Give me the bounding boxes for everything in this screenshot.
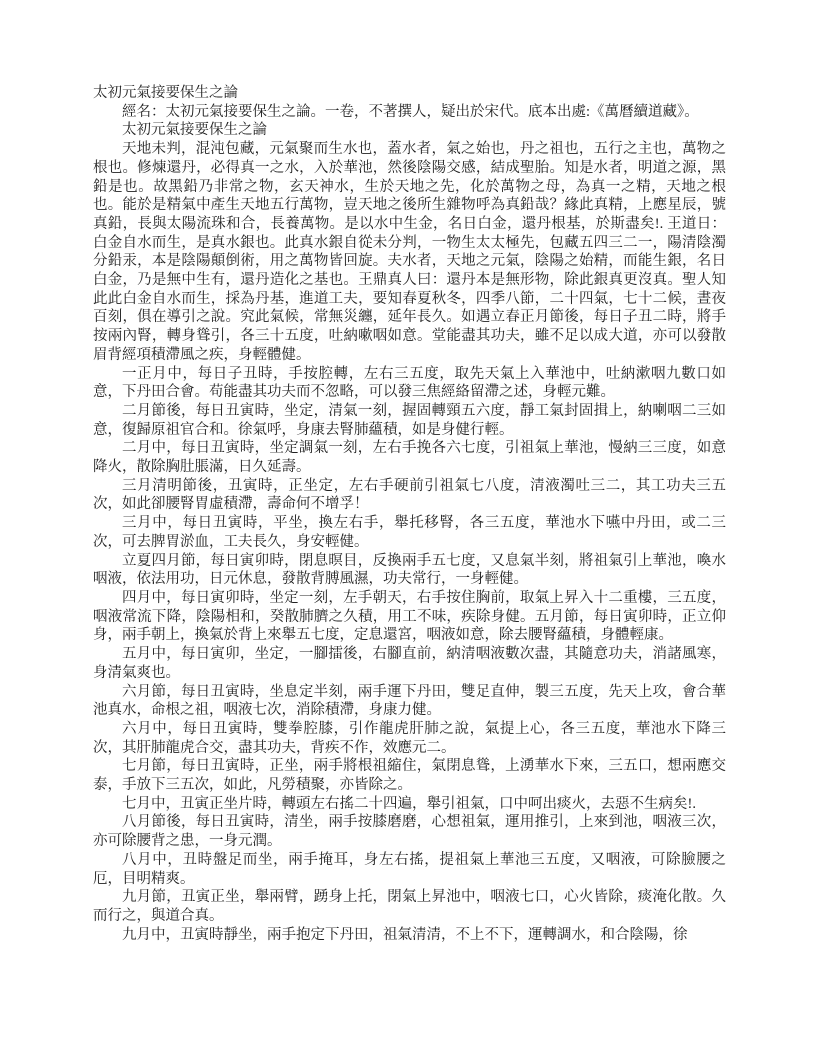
paragraph-month6-node: 六月節，每日丑寅時，坐息定半刻，兩手運下丹田，雙足直伸，製三五度，先天上攻，會合華池真水，命根之祖，咽液七次，消除積滯，身康力健。 (93, 683, 726, 719)
paragraph-month5-mid: 五月中，每日寅卯，坐定，一腳擂後，右腳直前，納清咽液數次盡，其隨意功夫，消諸風寒，身清氣爽也。 (93, 646, 726, 681)
paragraph-month9-node: 九月節，丑寅正坐，舉兩臂，踴身上托，閉氣上昇池中，咽液七口，心火皆除，痰淹化散。久而行之，與道合真。 (93, 889, 726, 924)
paragraph-month1-mid: 一正月中，每日子丑時，手按腔轉，左右三五度，取先天氣上入華池中，吐納漱咽九數口如意，下丹田合會。苟能盡其功夫而不忽略，可以發三焦經絡留滯之述，身輕元難。 (93, 365, 726, 401)
paragraph-month6-mid: 六月中，每日丑寅時，雙拳腔膝，引作龍虎肝肺之說，氣提上心，各三五度，華池水下降三次，其肝肺龍虎合交，盡其功夫，背疾不作，效應元二。 (93, 720, 726, 756)
paragraph-colophon: 經名：太初元氣接要保生之論。一卷，不著撰人，疑出於宋代。底本出處:《萬曆續道藏》。 (122, 103, 699, 120)
paragraph-subtitle: 太初元氣接要保生之論 (122, 122, 267, 139)
paragraph-month8-node: 八月節後，每日丑寅時，清坐，兩手按膝磨磨，心想祖氣，運用推引，上來到池，咽液三次，亦可除腰背之患，一身元潤。 (93, 814, 726, 850)
paragraph-month7-mid: 七月中，丑寅正坐片時，轉頭左右搖二十四遍，舉引祖氣，口中呵出痰火，去惡不生病矣!. (122, 795, 696, 812)
paragraph-month3-mid: 三月中，每日丑寅時，平坐，換左右手，舉托移腎，各三五度，華池水下嚥中丹田，或二三次，可去脾胃淤血，工夫長久，身安輕健。 (93, 515, 726, 550)
paragraph-intro: 天地未判，混沌包藏，元氣聚而生水也，蓋水者，氣之始也，丹之祖也，五行之主也，萬物之根也。修煉還丹，必得真一之水，入於華池，然後陰陽交感，結成聖胎。知是水者，明道之源，黑鉛是也。故黑鉛乃非常之物，玄天神水，生於天地之先，化於萬物之母，為真一之精，天地之根也。能於是精氣中產生天地五行萬物，豈天地之後所生雜物呼為真鉛哉？緣此真精，上應星辰，號真鉛，長與太陽流珠和合，長養萬物。是以水中生金，名日白金，還丹根基，於斯盡矣!. 王道日：白金自水而生，是真水銀也。此真水銀自從未分判，一物生太太極先，包藏五四三二一，陽清陰濁分鉛汞，本是陰陽顛倒術，用之萬物皆回旋。夫水者，天地之元氣，陰陽之始精，而能生銀，名日白金，乃是無中生有，還丹造化之基也。王鼎真人曰：還丹本是無形物，除此銀真更沒真。聖人知此此白金自水而生，採為丹基，進道工夫，要知春夏秋冬，四季八節，二十四氣，七十二候，晝夜百刻，俱在導引之說。究此氣候，常無災纏，延年長久。如遇立春正月節後，每日子丑二時，將手按兩內腎，轉身聳引，各三十五度，吐納嗽咽如意。堂能盡其功夫，雖不足以成大道，亦可以發散眉背經項積滯風之疾，身輕體健。 (93, 141, 726, 363)
paragraph-month2-node: 二月節後，每日丑寅時，坐定，清氣一刻，握固轉頸五六度，靜工氣封固揖上，納喇咽二三如意，復歸原祖官合和。徐氣呼，身康去腎肺蘊積，如是身健行輕。 (93, 402, 726, 438)
paragraph-month9-mid: 九月中，丑寅時靜坐，兩手抱定下丹田，祖氣清清，不上不下，運轉調水，和合陰陽，徐 (122, 926, 688, 943)
document-title: 太初元氣接要保生之論 (93, 85, 238, 101)
paragraph-month4-node: 立夏四月節，每日寅卯時，閉息暝目，反換兩手五七度，又息氣半刻，將祖氣引上華池，喚水咽液，依法用功，日元休息，發散背膊風濕，功夫常行，一身輕健。 (93, 552, 726, 588)
paragraph-month8-mid: 八月中，丑時盤足而坐，兩手掩耳，身左右搖，提祖氣上華池三五度，又咽液，可除臉腰之厄，目明精爽。 (93, 851, 726, 887)
paragraph-month3-node: 三月清明節後，丑寅時，正坐定，左右手硬前引祖氣七八度，清液濁吐三二，其工功夫三五次，如此卻腰腎胃虛積滯，壽命何不增孚！ (93, 477, 726, 513)
paragraph-month4-mid-month5-node: 四月中，每日寅卯時，坐定一刻，左手朝天，右手按住胸前，取氣上昇入十二重樓，三五度，咽液常流下降，陰陽相和，癸散肺臍之久積，用工不味，疾除身健。五月節，每日寅卯時，正立仰身，兩手朝上，換氣於背上來舉五七度，定息還宮，咽液如意，除去腰腎蘊積，身體輕康。 (93, 589, 726, 644)
document-body (93, 84, 726, 944)
paragraph-month7-node: 七月節，每日丑寅時，正坐，兩手將根祖縮住，氣閉息聳，上湧華水下來，三五口，想兩應交泰，手放下三五次，如此，凡勞積聚，亦皆除之。 (93, 758, 726, 794)
paragraph-month2-mid: 二月中，每日丑寅時，坐定調氣一刻，左右手挽各六七度，引祖氣上華池，慢納三三度，如意降火，散除胸肚脹滿，日久延壽。 (93, 440, 726, 476)
